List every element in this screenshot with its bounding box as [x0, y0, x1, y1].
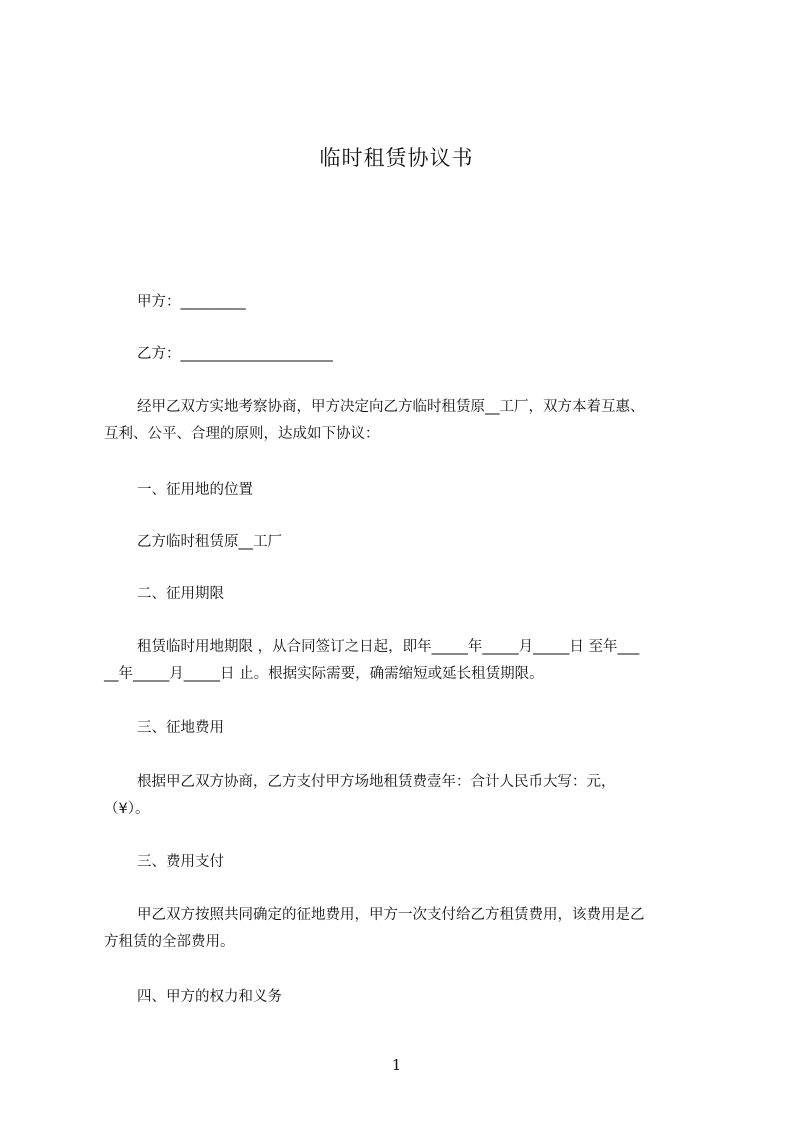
intro-paragraph-line-2: 互利、公平、合理的原则，达成如下协议：	[104, 426, 380, 442]
party-b-line: 乙方：_____________________	[137, 346, 333, 362]
section-1-heading: 一、征用地的位置	[137, 482, 253, 498]
section-3-body-line-1: 根据甲乙双方协商，乙方支付甲方场地租赁费壹年：合计人民币大写：元，	[137, 774, 616, 790]
section-5-heading: 四、甲方的权力和义务	[137, 989, 282, 1005]
section-2-body-line-2: __年_____月_____日 止。根据实际需要，确需缩短或延长租赁期限。	[104, 666, 544, 682]
section-4-heading: 三、费用支付	[137, 854, 224, 870]
section-4-body-line-1: 甲乙双方按照共同确定的征地费用，甲方一次支付给乙方租赁费用，该费用是乙	[137, 907, 645, 923]
intro-paragraph-line-1: 经甲乙双方实地考察协商，甲方决定向乙方临时租赁原__工厂，双方本着互惠、	[137, 399, 645, 415]
section-3-heading: 三、征地费用	[137, 720, 224, 736]
section-4-body-line-2: 方租赁的全部费用。	[104, 934, 235, 950]
section-2-heading: 二、征用期限	[137, 586, 224, 602]
section-3-body-line-2: （¥）。	[104, 801, 150, 817]
party-a-line: 甲方：_________	[137, 294, 246, 310]
page-number: 1	[391, 1056, 402, 1074]
section-1-body: 乙方临时租赁原__工厂	[137, 534, 282, 550]
section-2-body-line-1: 租赁临时用地期限 ，从合同签订之日起，即年_____年_____月_____日 至年___	[137, 639, 640, 655]
document-title: 临时租赁协议书	[319, 146, 474, 170]
